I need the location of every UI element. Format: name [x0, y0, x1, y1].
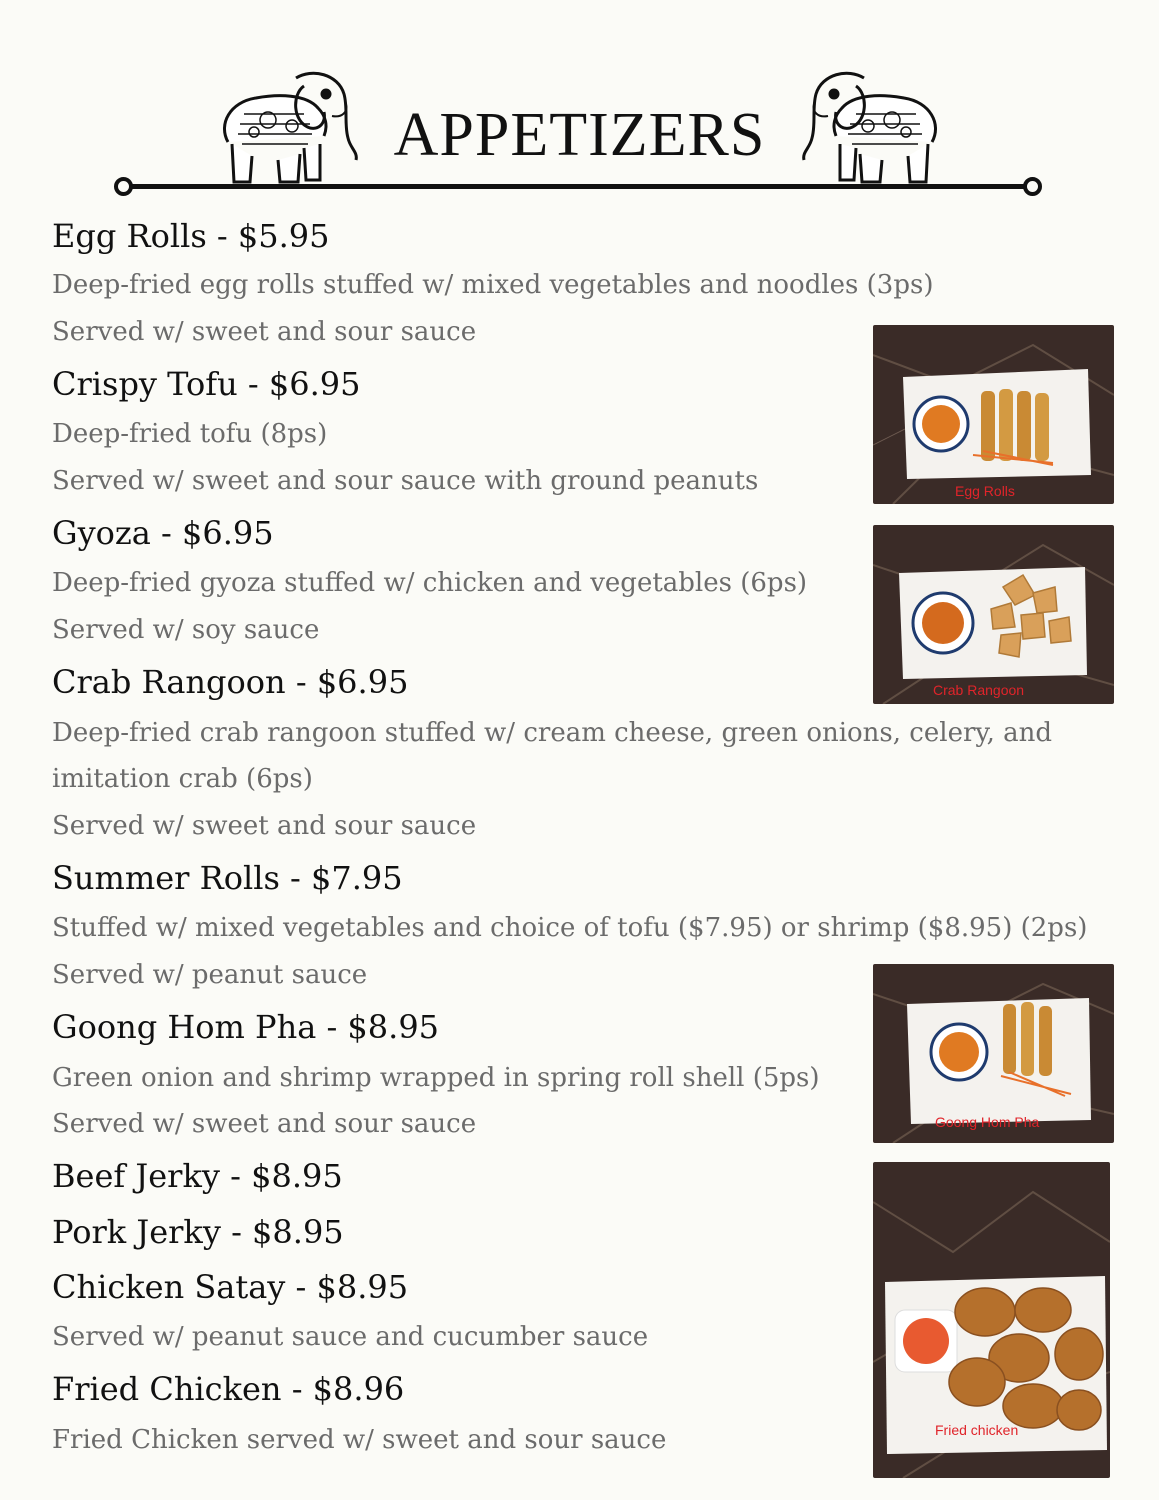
title-divider — [124, 184, 1034, 189]
item-description: Green onion and shrimp wrapped in spring roll shell (5ps) — [52, 1063, 820, 1093]
item-name: Fried Chicken - $8.96 — [52, 1370, 405, 1408]
goong-hom-pha-photo — [873, 964, 1114, 1143]
item-name: Egg Rolls - $5.95 — [52, 217, 330, 255]
item-description: Served w/ sweet and sour sauce — [52, 1109, 477, 1139]
item-name: Goong Hom Pha - $8.95 — [52, 1008, 440, 1046]
item-description: Served w/ sweet and sour sauce with ground peanuts — [52, 466, 759, 496]
item-description: Served w/ soy sauce — [52, 615, 320, 645]
divider-end-left — [114, 177, 133, 196]
item-description: Served w/ sweet and sour sauce — [52, 317, 477, 347]
crab-rangoon-photo — [873, 525, 1114, 704]
item-name: Crispy Tofu - $6.95 — [52, 365, 361, 403]
egg-rolls-photo — [873, 325, 1114, 504]
item-description: Served w/ sweet and sour sauce — [52, 811, 477, 841]
item-name: Summer Rolls - $7.95 — [52, 859, 403, 897]
photo-caption: Crab Rangoon — [933, 682, 1025, 698]
item-description: Deep-fried crab rangoon stuffed w/ cream cheese, green onions, celery, and — [52, 718, 1053, 748]
divider-end-right — [1023, 177, 1042, 196]
item-description: Fried Chicken served w/ sweet and sour sauce — [52, 1425, 667, 1455]
item-description: Deep-fried tofu (8ps) — [52, 419, 328, 449]
item-description: Deep-fried egg rolls stuffed w/ mixed vegetables and noodles (3ps) — [52, 270, 934, 300]
item-description: Stuffed w/ mixed vegetables and choice of tofu ($7.95) or shrimp ($8.95) (2ps) — [52, 913, 1088, 943]
fried-chicken-photo — [873, 1162, 1110, 1478]
item-description: Deep-fried gyoza stuffed w/ chicken and vegetables (6ps) — [52, 568, 808, 598]
item-name: Chicken Satay - $8.95 — [52, 1268, 409, 1306]
item-description: Served w/ peanut sauce and cucumber sauce — [52, 1322, 649, 1352]
item-name: Beef Jerky - $8.95 — [52, 1157, 343, 1195]
photo-caption: Fried chicken — [935, 1422, 1019, 1438]
page-title: APPETIZERS — [393, 101, 766, 169]
item-name: Pork Jerky - $8.95 — [52, 1213, 344, 1251]
photo-caption: Egg Rolls — [955, 483, 1015, 499]
item-name: Gyoza - $6.95 — [52, 514, 274, 552]
item-name: Crab Rangoon - $6.95 — [52, 663, 409, 701]
item-description: imitation crab (6ps) — [52, 764, 313, 794]
item-description: Served w/ peanut sauce — [52, 960, 368, 990]
photo-caption: Goong Hom Pha — [935, 1114, 1040, 1130]
